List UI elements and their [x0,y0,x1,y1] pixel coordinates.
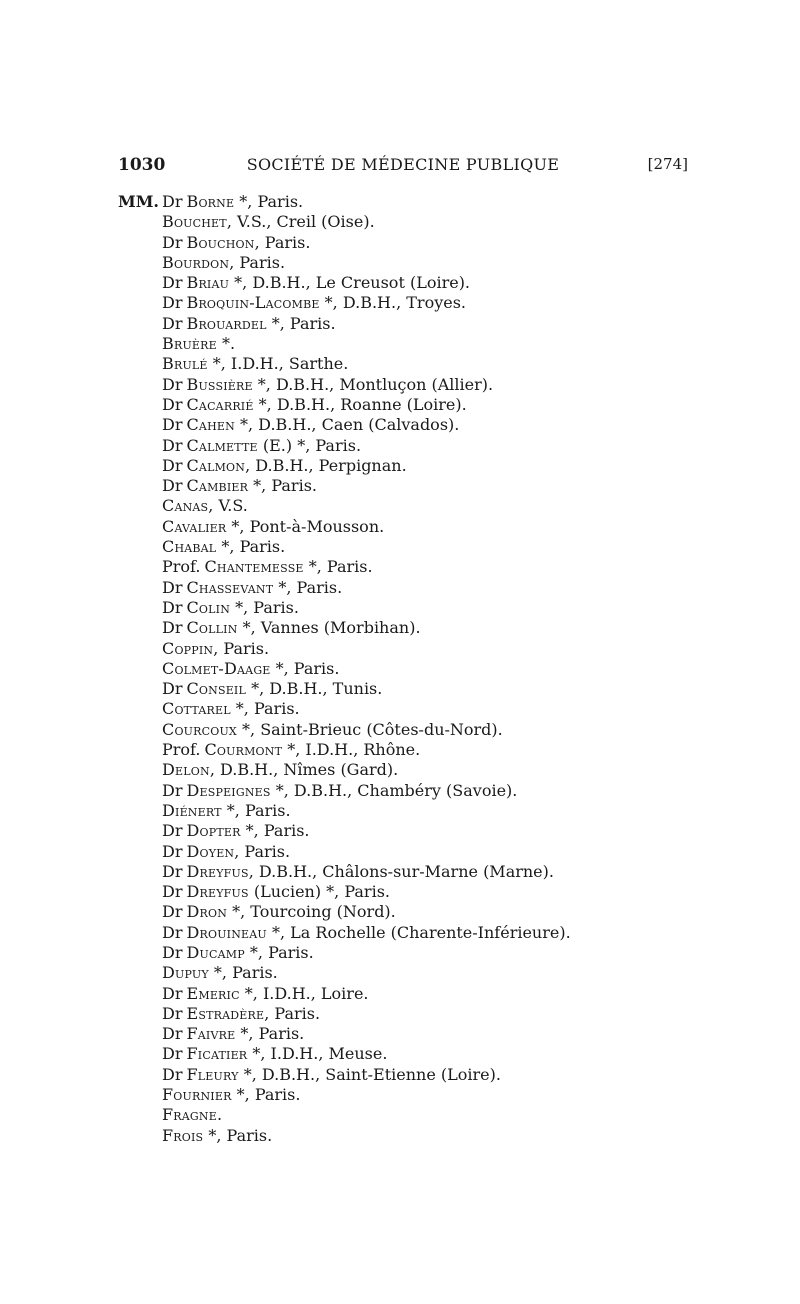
member-name: Dopter [186,821,241,841]
member-details: *, Paris. [203,1125,273,1145]
member-title: Dr [162,983,183,1003]
list-item [118,233,678,253]
list-item [118,415,678,435]
member-details: *, Paris. [303,557,373,577]
member-details: *, Paris. [234,192,304,211]
member-name: Dupuy [162,963,209,983]
member-name: Emeric [186,983,240,1003]
member-name: Delon [162,760,210,780]
member-details: , V.S., Creil (Oise). [226,212,375,232]
member-title: Dr [162,313,183,333]
member-name: Bruère [162,334,217,354]
member-name: Canas [162,496,209,516]
member-title: Dr [162,679,183,699]
member-details: *, I.D.H., Sarthe. [207,354,349,374]
member-details: *, Paris. [270,658,340,678]
member-name: Ducamp [186,942,245,962]
member-title: Dr [162,780,183,800]
member-name: Courcoux [162,719,237,739]
member-title: Dr [162,394,183,414]
member-details: , D.B.H., Perpignan. [245,455,407,475]
list-item [118,456,678,476]
member-details: *, Paris. [248,476,317,496]
member-details: *, Paris. [231,1085,301,1105]
list-item [118,1024,678,1044]
list-item [118,314,678,334]
member-details: , D.B.H., Châlons-sur-Marne (Marne). [248,861,554,881]
member-details: *, I.D.H., Loire. [239,983,369,1003]
list-item [118,517,678,537]
member-details: *, Vannes (Morbihan). [237,618,421,638]
member-name: Borne [186,192,235,211]
list-item [118,801,678,821]
member-title: Dr [162,1024,183,1044]
list-item [118,537,678,557]
member-title: Prof. [162,557,201,577]
member-details: *, Paris. [230,597,299,617]
member-name: Dron [186,902,228,922]
member-title: Dr [162,374,183,394]
member-title: Dr [162,882,183,902]
member-details: , D.B.H., Nîmes (Gard). [209,760,399,780]
member-details: *, I.D.H., Rhône. [282,740,421,760]
member-title: Dr [162,902,183,922]
member-title: Dr [162,192,183,211]
member-details: *, D.B.H., Le Creusot (Loire). [229,273,471,293]
member-name: Collin [186,618,238,638]
member-title: Dr [162,577,183,597]
list-item [118,720,678,740]
list-item [118,1044,678,1064]
member-details: *, D.B.H., Chambéry (Savoie). [270,780,518,800]
list-item [118,578,678,598]
member-title: Dr [162,455,183,475]
member-name: Dreyfus [186,861,249,881]
member-title: Prof. [162,740,201,760]
member-details: , V.S. [208,496,248,516]
member-name: Calmette [186,435,258,455]
member-name: Fragne [162,1105,217,1125]
list-item [118,334,678,354]
list-item [118,293,678,313]
member-title: Dr [162,476,183,496]
member-name: Chabal [162,537,217,557]
member-details: . [216,1105,223,1125]
member-details: *, D.B.H., Tunis. [246,679,383,699]
member-details: *, D.B.H., Troyes. [319,293,467,313]
member-details: *, D.B.H., Saint-Etienne (Loire). [238,1064,501,1084]
member-details: *, Paris. [273,577,343,597]
list-item [118,639,678,659]
page-number: 1030 [118,155,166,175]
member-details: , Paris. [264,1003,321,1023]
running-title: SOCIÉTÉ DE MÉDECINE PUBLIQUE [246,155,560,174]
member-details: (Lucien) *, Paris. [248,882,390,902]
list-item [118,963,678,983]
member-title: Dr [162,1044,183,1064]
member-name: Estradère [186,1003,265,1023]
list-item [118,1105,678,1125]
member-title: Dr [162,597,183,617]
list-item [118,862,678,882]
member-details: *, Paris. [244,942,314,962]
member-title: Dr [162,942,183,962]
list-item [118,273,678,293]
member-details: , Paris. [229,252,286,272]
list-item [118,923,678,943]
member-details: , Paris. [234,841,291,861]
member-name: Cahen [186,415,235,435]
list-item [118,882,678,902]
list-item [118,1004,678,1024]
list-item [118,943,678,963]
member-name: Bouchon [186,232,255,252]
member-name: Broquin-Lacombe [186,293,320,313]
member-name: Coppin [162,638,214,658]
member-details: *, Paris. [230,699,300,719]
member-name: Bouchet [162,212,227,232]
member-details: *, Paris. [221,800,291,820]
member-name: Cambier [186,476,249,496]
member-details: *, La Rochelle (Charente-Inférieure). [266,922,571,942]
member-name: Chantemesse [204,557,304,577]
member-name: Doyen [186,841,235,861]
list-item [118,557,678,577]
member-details: *, Paris. [235,1024,305,1044]
member-title: Dr [162,232,183,252]
list-item [118,192,678,212]
member-name: Drouineau [186,922,267,942]
member-name: Cottarel [162,699,231,719]
member-title: Dr [162,861,183,881]
member-title: Dr [162,293,183,313]
member-title: Dr [162,435,183,455]
member-name: Diénert [162,800,222,820]
list-item [118,902,678,922]
list-item [118,598,678,618]
member-name: Chassevant [186,577,274,597]
member-title: Dr [162,618,183,638]
list-item [118,436,678,456]
list-prefix: MM. [118,192,159,211]
member-details: *, Paris. [216,537,286,557]
member-details: *. [216,334,236,354]
member-details: *, Tourcoing (Nord). [227,902,396,922]
member-title: Dr [162,841,183,861]
page-header [118,155,688,177]
member-list [118,192,678,1146]
member-details: *, Pont-à-Mousson. [226,516,385,536]
member-title: Dr [162,821,183,841]
member-name: Fournier [162,1085,232,1105]
member-details: *, Paris. [208,963,278,983]
list-item [118,821,678,841]
member-name: Briau [186,273,230,293]
member-details: *, D.B.H., Montluçon (Allier). [252,374,494,394]
member-name: Frois [162,1125,204,1145]
list-item [118,781,678,801]
list-item [118,253,678,273]
member-name: Cavalier [162,516,227,536]
member-name: Brulé [162,354,208,374]
member-details: *, Saint-Brieuc (Côtes-du-Nord). [236,719,503,739]
member-details: (E.) *, Paris. [257,435,362,455]
member-title: Dr [162,1003,183,1023]
member-title: Dr [162,1064,183,1084]
list-item [118,476,678,496]
list-item [118,984,678,1004]
member-name: Brouardel [186,313,267,333]
member-title: Dr [162,415,183,435]
member-name: Bourdon [162,252,230,272]
member-title: Dr [162,922,183,942]
member-details: *, I.D.H., Meuse. [247,1044,388,1064]
member-title: Dr [162,273,183,293]
list-item [118,679,678,699]
list-item [118,496,678,516]
member-details: , Paris. [254,232,311,252]
list-item [118,740,678,760]
member-name: Colin [186,597,231,617]
member-details: *, D.B.H., Caen (Calvados). [234,415,460,435]
member-name: Bussière [186,374,253,394]
member-details: , Paris. [213,638,270,658]
list-item [118,375,678,395]
list-item [118,1085,678,1105]
member-name: Dreyfus [186,882,249,902]
list-item [118,618,678,638]
member-name: Conseil [186,679,246,699]
list-item [118,760,678,780]
member-details: *, Paris. [266,313,336,333]
member-name: Courmont [204,740,283,760]
member-name: Cacarrié [186,394,254,414]
member-name: Ficatier [186,1044,248,1064]
member-name: Fleury [186,1064,239,1084]
list-item [118,1065,678,1085]
member-name: Colmet-Daage [162,658,271,678]
list-item [118,395,678,415]
member-name: Faivre [186,1024,236,1044]
member-name: Despeignes [186,780,271,800]
list-item [118,354,678,374]
member-details: *, D.B.H., Roanne (Loire). [253,394,467,414]
list-item [118,1126,678,1146]
list-item [118,842,678,862]
list-item [118,212,678,232]
bracket-page-number: [274] [647,155,688,173]
list-item [118,659,678,679]
member-name: Calmon [186,455,246,475]
member-details: *, Paris. [240,821,310,841]
list-item [118,699,678,719]
